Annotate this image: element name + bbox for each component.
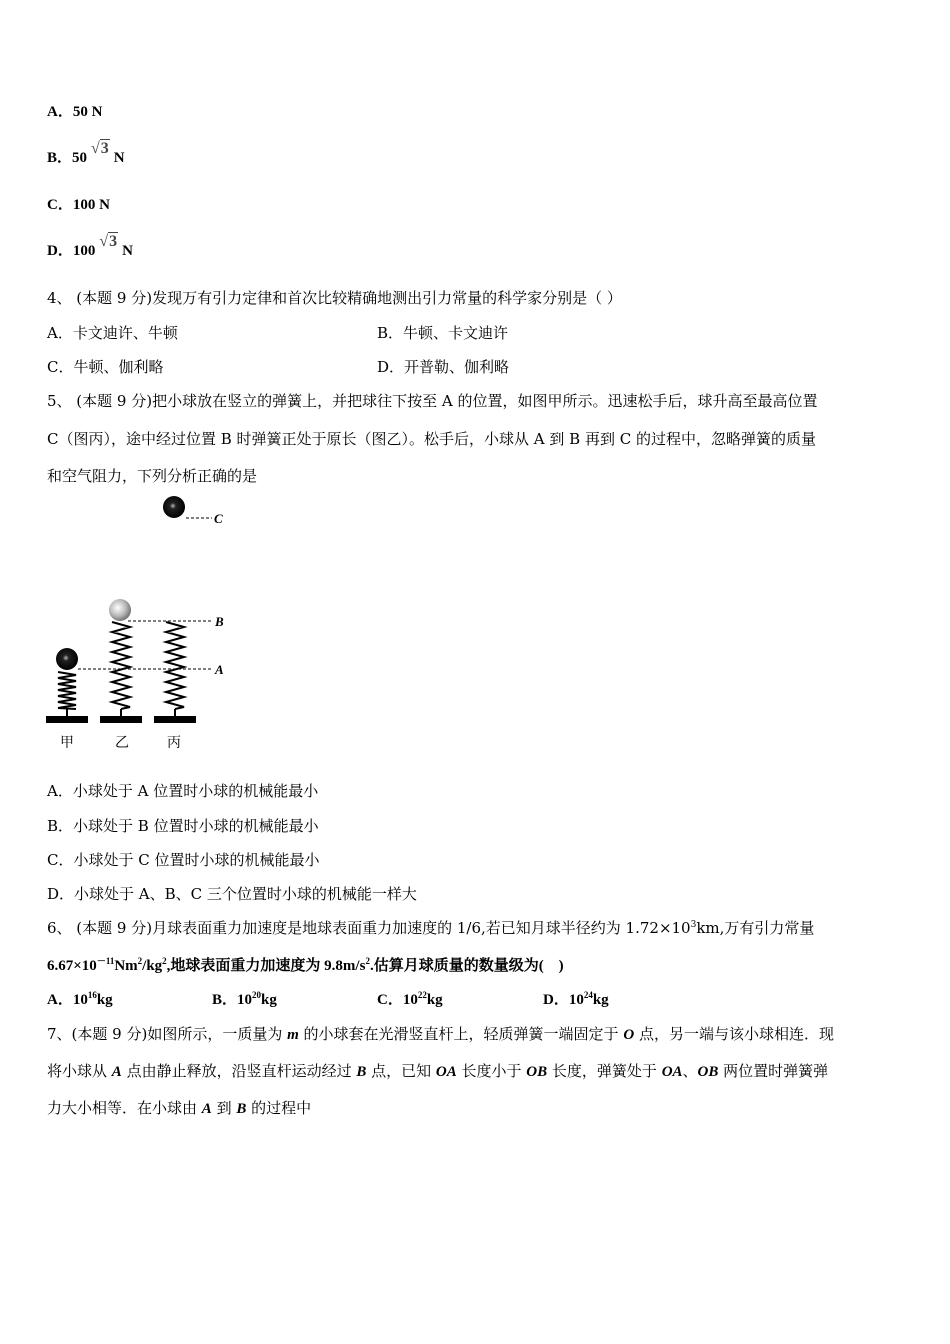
- q5-option-d: D．小球处于 A、B、C 三个位置时小球的机械能一样大: [47, 885, 417, 903]
- label-a: A: [215, 662, 224, 677]
- q3-option-c: C．100 N: [47, 197, 110, 213]
- q7-stem-line1: 7、(本题 9 分)如图所示，一质量为 m 的小球套在光滑竖直杆上，轻质弹簧一端固定于 O 点，另一端与该小球相连．现: [47, 1025, 834, 1043]
- q6-option-a: A．$10^{16}kg$: [47, 990, 113, 1008]
- q4-option-a: A．卡文迪许、牛顿: [47, 324, 178, 342]
- spring-bing: [154, 622, 196, 723]
- q3-option-b: B．50√3N: [47, 140, 125, 166]
- sqrt-symbol: √3: [91, 140, 109, 157]
- q3-option-d: D．100√3N: [47, 233, 133, 259]
- q6-stem-line2: $6.67\times 10^{-11}Nm^2/kg^2$,地球表面重力加速度为 $9.8m/s^2$.估算月球质量的数量级为( ): [47, 956, 564, 974]
- q6-option-d: D．$10^{24}kg$: [543, 990, 609, 1008]
- q4-option-b: B．牛顿、卡文迪许: [377, 324, 509, 342]
- label-b: B: [215, 614, 224, 629]
- q7-stem-line3: 力大小相等．在小球由 A 到 B 的过程中: [47, 1099, 312, 1117]
- q5-stem-line2: C（图丙），途中经过位置 B 时弹簧正处于原长（图乙）。松手后，小球从 A 到 B 再到 C 的过程中，忽略弹簧的质量: [47, 430, 816, 448]
- q4-stem: 4、 (本题 9 分)发现万有引力定律和首次比较精确地测出引力常量的科学家分别是（ ）: [47, 289, 622, 307]
- q5-stem-line3: 和空气阻力，下列分析正确的是: [47, 467, 258, 485]
- spring-yi: [100, 599, 142, 723]
- q5-option-c: C．小球处于 C 位置时小球的机械能最小: [47, 851, 320, 869]
- label-c: C: [214, 511, 223, 526]
- q4-option-d: D．开普勒、伽利略: [377, 358, 510, 376]
- caption-jia: 甲: [60, 735, 74, 751]
- q7-stem-line2: 将小球从 A 点由静止释放，沿竖直杆运动经过 B 点，已知 OA 长度小于 OB 长度，弹簧处于 OA、OB 两位置时弹簧弹: [47, 1062, 829, 1080]
- caption-yi: 乙: [115, 735, 129, 751]
- q5-stem-line1: 5、 (本题 9 分)把小球放在竖立的弹簧上，并把球往下按至 A 的位置，如图甲所示。迅速松手后，球升高至最高位置: [47, 392, 818, 410]
- spring-jia: [46, 648, 88, 723]
- q6-option-b: B．$10^{20}kg$: [212, 990, 277, 1008]
- caption-bing: 丙: [167, 735, 181, 751]
- q4-option-c: C．牛顿、伽利略: [47, 358, 164, 376]
- q5-option-b: B．小球处于 B 位置时小球的机械能最小: [47, 817, 319, 835]
- q6-stem-line1: 6、 (本题 9 分)月球表面重力加速度是地球表面重力加速度的 1/6,若已知月球半径约为 $1.72\times 10^3km$,万有引力常量: [47, 919, 815, 937]
- q3-option-a: A．50 N: [47, 104, 103, 120]
- sqrt-symbol: √3: [99, 233, 118, 250]
- ball-c: [163, 496, 185, 518]
- q6-option-c: C．$10^{22}kg$: [377, 990, 443, 1008]
- q5-option-a: A．小球处于 A 位置时小球的机械能最小: [47, 782, 319, 800]
- spring-figure: [40, 490, 240, 760]
